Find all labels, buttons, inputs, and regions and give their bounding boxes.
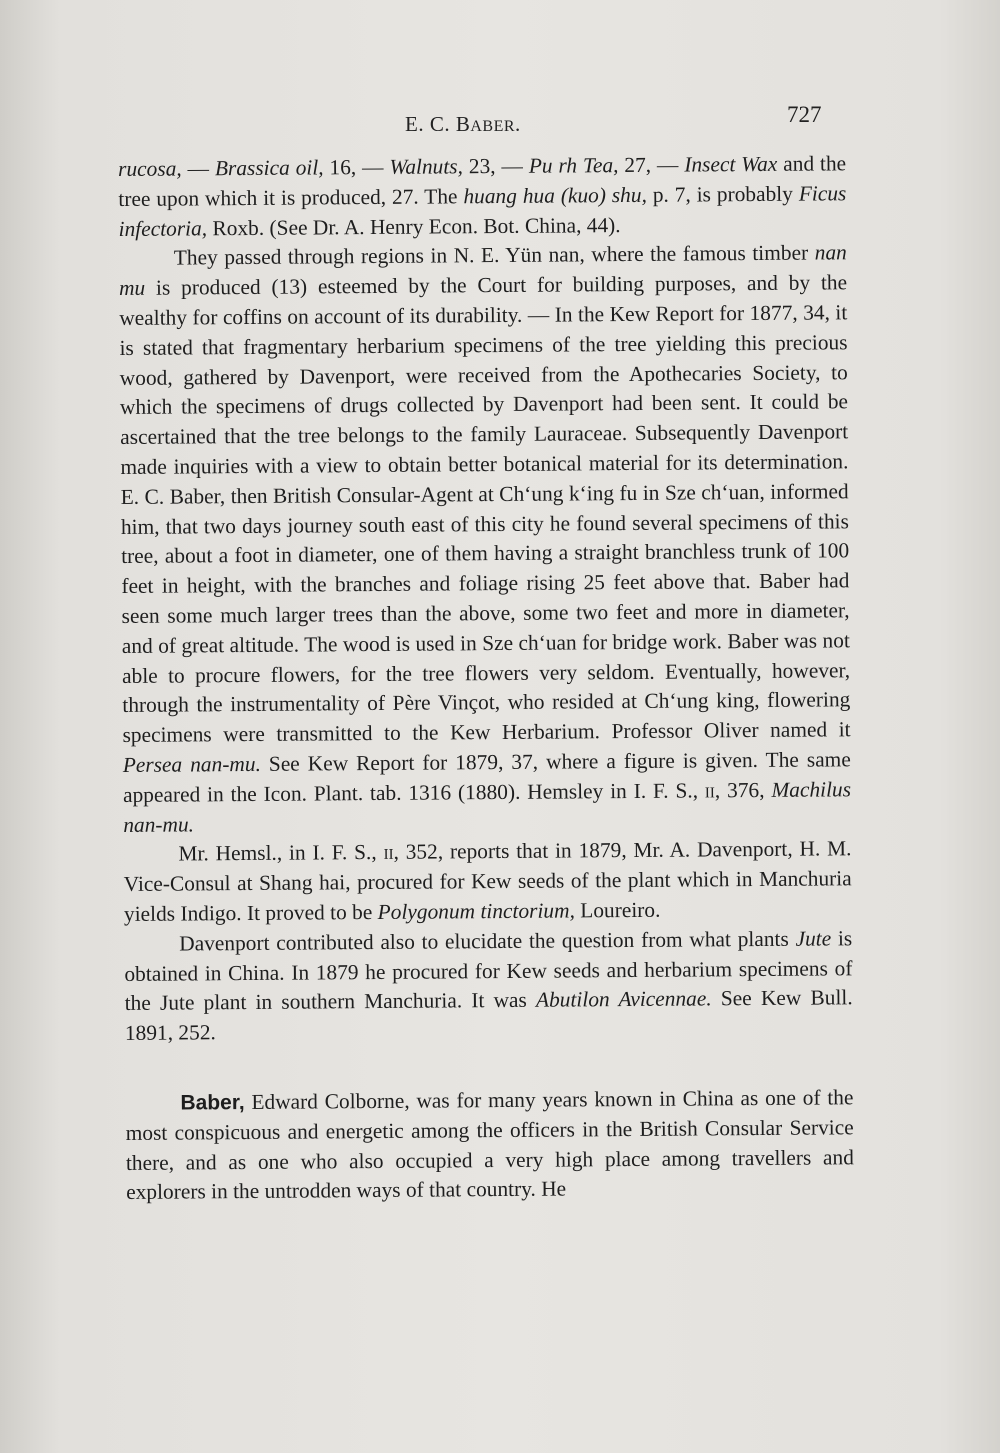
text-italic: Machilus nan-mu. <box>123 776 852 837</box>
text-run: They passed through regions in N. E. Yün nan, where the famous timber <box>173 240 815 270</box>
text-italic: huang hua (kuo) shu, <box>463 182 647 209</box>
paragraph-4 <box>124 924 853 1049</box>
text-run: 27, — <box>618 152 685 178</box>
entry-heading: Baber, <box>180 1090 245 1115</box>
text-run: 16, — <box>323 154 390 180</box>
running-head-prefix: E. C. B <box>405 112 471 136</box>
text-run: is obtained in China. In 1879 he procured for Kew seeds and herbarium specimens of the Jute plant in southern Manchuria. It was <box>124 925 853 1016</box>
running-head <box>405 112 521 137</box>
text-run: , 376, <box>714 777 772 803</box>
text-italic: Walnuts, <box>389 154 464 179</box>
body-text <box>118 149 854 1208</box>
section-gap <box>125 1043 853 1089</box>
text-italic: nan mu <box>118 240 847 301</box>
text-smallcaps: ii <box>704 778 715 803</box>
text-italic: Abutilon Avicennae. <box>535 986 712 1013</box>
text-run: Loureiro. <box>574 897 661 923</box>
text-italic: Pu rh Tea, <box>528 153 619 178</box>
text-run: Davenport contributed also to elucidate the question from what plants <box>179 926 796 956</box>
text-run: Mr. Hemsl., in I. F. S., <box>178 840 384 866</box>
text-run: See Kew Report for 1879, 37, where a figure is given. The same appeared in the Icon. Plant. tab. 1316 (1880). Hemsley in I. F. S., <box>122 747 851 807</box>
text-run: and the tree upon which it is produced, 27. The <box>118 151 847 211</box>
text-italic: Persea nan-mu. <box>122 751 261 777</box>
text-italic: Insect Wax <box>684 151 778 177</box>
text-italic: Brassica oil, <box>214 155 324 181</box>
text-smallcaps: ii <box>383 840 394 865</box>
text-run: 23, — <box>462 153 529 179</box>
text-italic: Polygonum tinctorium, <box>377 898 575 924</box>
paragraph-5 <box>125 1083 854 1208</box>
text-run: Edward Colborne, was for many years known in China as one of the most conspicuous and energetic among the officers in the British Consular Service there, and as one who also occupied a very high place among travellers and explorers in the untrodden ways of that country. He <box>125 1085 854 1205</box>
text-run: p. 7, is probably <box>646 181 799 207</box>
text-italic: Jute <box>795 926 832 951</box>
page-number: 727 <box>787 102 822 127</box>
page-header <box>0 102 1000 142</box>
text-run: — <box>181 156 215 181</box>
paragraph-3 <box>123 835 852 930</box>
text-run: , 352, reports that in 1879, Mr. A. Davenport, H. M. Vice-Consul at Shang hai, procured for Kew seeds of the plant which in Manchuria yields Indigo. It proved to be <box>123 836 852 926</box>
running-head-smallcaps: ABER <box>470 118 516 135</box>
running-head-suffix: . <box>515 112 521 136</box>
text-italic: rucosa, <box>118 156 182 181</box>
text-italic: Ficus infectoria, <box>118 181 847 241</box>
text-run: is produced (13) esteemed by the Court for building purposes, and by the wealthy for coffins on account of its durability. — In the Kew Report for 1877, 34, it is stated that fragmentary herbarium specimens of the tree yielding this precious wood, gathered by Davenport, were received from the Apothecaries Society, to which the specimens of drugs collected by Davenport had been sent. It could be ascertained that the tree belongs to the family Lauraceae. Subsequently Davenport made inquiries with a view to obtain better botanical material for its determination. E. C. Baber, then British Consular-Agent at Chʻung kʻing fu in Sze chʻuan, informed him, that two days journey south east of this city he found several specimens of this tree, about a foot in diameter, one of them having a straight branchless trunk of 100 feet in height, with the branches and foliage rising 25 feet above that. Baber had seen some much larger trees than the above, some two feet and more in diameter, and of great altitude. The wood is used in Sze chʻuan for bridge work. Baber was not able to procure flowers, for the tree flowers very seldom. Eventually, however, through the instrumentality of Père Vinçot, who resided at Chʻung king, flowering specimens were transmitted to the Kew Herbarium. Professor Oliver named it <box>119 270 851 748</box>
text-run: Roxb. (See Dr. A. Henry Econ. Bot. China, 44). <box>207 212 621 240</box>
text-run: See Kew Bull. 1891, 252. <box>124 985 853 1046</box>
paragraph-1 <box>118 149 847 244</box>
paragraph-2 <box>119 239 852 841</box>
